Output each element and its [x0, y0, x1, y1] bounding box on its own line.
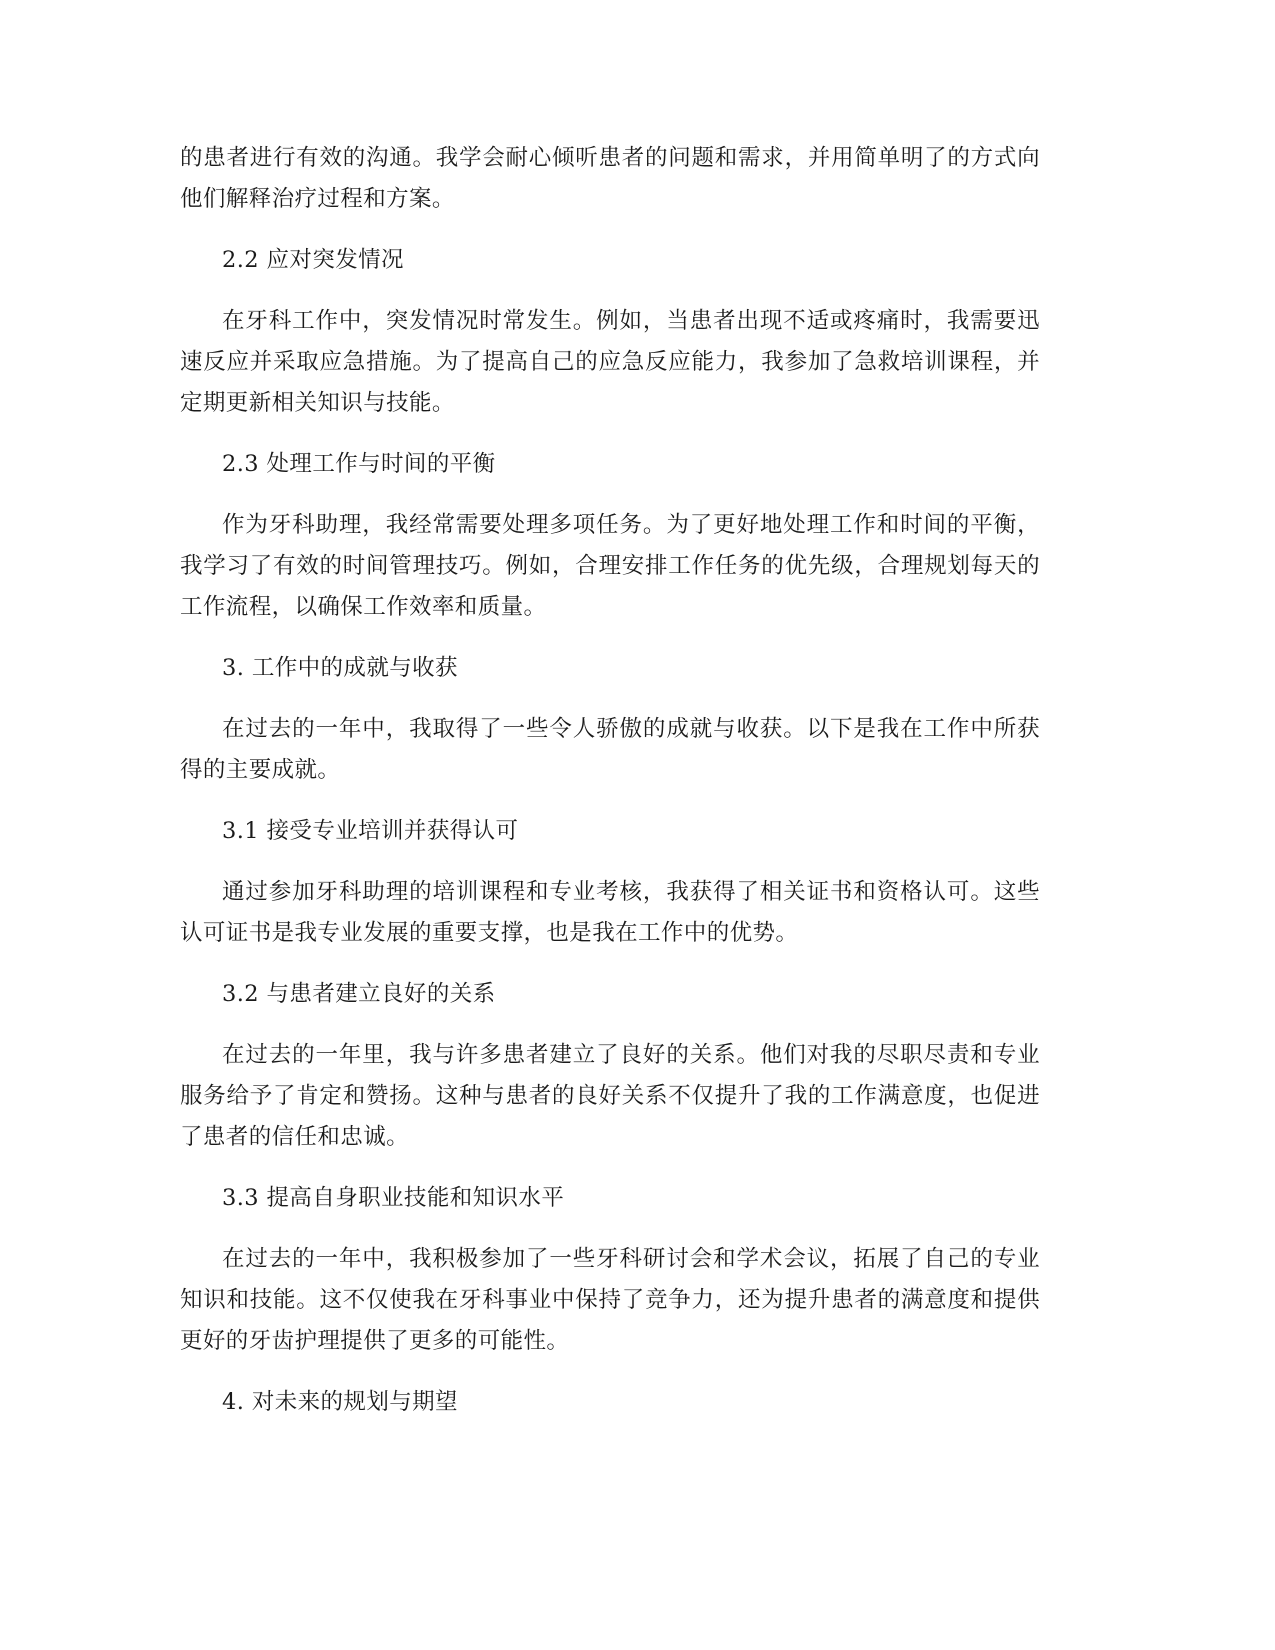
- section-heading-3: 3. 工作中的成就与收获: [222, 655, 458, 681]
- section-heading-4: 4. 对未来的规划与期望: [222, 1389, 458, 1415]
- paragraph-continued: 的患者进行有效的沟通。我学会耐心倾听患者的问题和需求，并用简单明了的方式向他们解释治疗过程和方案。: [180, 145, 1040, 212]
- paragraph: 在过去的一年中，我取得了一些令人骄傲的成就与收获。以下是我在工作中所获得的主要成就。: [180, 716, 1040, 783]
- paragraph: 在牙科工作中，突发情况时常发生。例如，当患者出现不适或疼痛时，我需要迅速反应并采取应急措施。为了提高自己的应急反应能力，我参加了急救培训课程，并定期更新相关知识与技能。: [180, 308, 1040, 416]
- paragraph: 在过去的一年中，我积极参加了一些牙科研讨会和学术会议，拓展了自己的专业知识和技能。这不仅使我在牙科事业中保持了竞争力，还为提升患者的满意度和提供更好的牙齿护理提供了更多的可能性。: [180, 1246, 1040, 1354]
- paragraph: 通过参加牙科助理的培训课程和专业考核，我获得了相关证书和资格认可。这些认可证书是我专业发展的重要支撑，也是我在工作中的优势。: [180, 879, 1040, 946]
- document-page: [180, 138, 1040, 1443]
- section-heading-3-2: 3.2 与患者建立良好的关系: [222, 981, 496, 1007]
- paragraph: 作为牙科助理，我经常需要处理多项任务。为了更好地处理工作和时间的平衡，我学习了有效的时间管理技巧。例如，合理安排工作任务的优先级，合理规划每天的工作流程，以确保工作效率和质量。: [180, 512, 1040, 620]
- section-heading-2-2: 2.2 应对突发情况: [222, 247, 404, 273]
- paragraph: 在过去的一年里，我与许多患者建立了良好的关系。他们对我的尽职尽责和专业服务给予了肯定和赞扬。这种与患者的良好关系不仅提升了我的工作满意度，也促进了患者的信任和忠诚。: [180, 1042, 1040, 1150]
- section-heading-2-3: 2.3 处理工作与时间的平衡: [222, 451, 496, 477]
- section-heading-3-1: 3.1 接受专业培训并获得认可: [222, 818, 519, 844]
- section-heading-3-3: 3.3 提高自身职业技能和知识水平: [222, 1185, 565, 1211]
